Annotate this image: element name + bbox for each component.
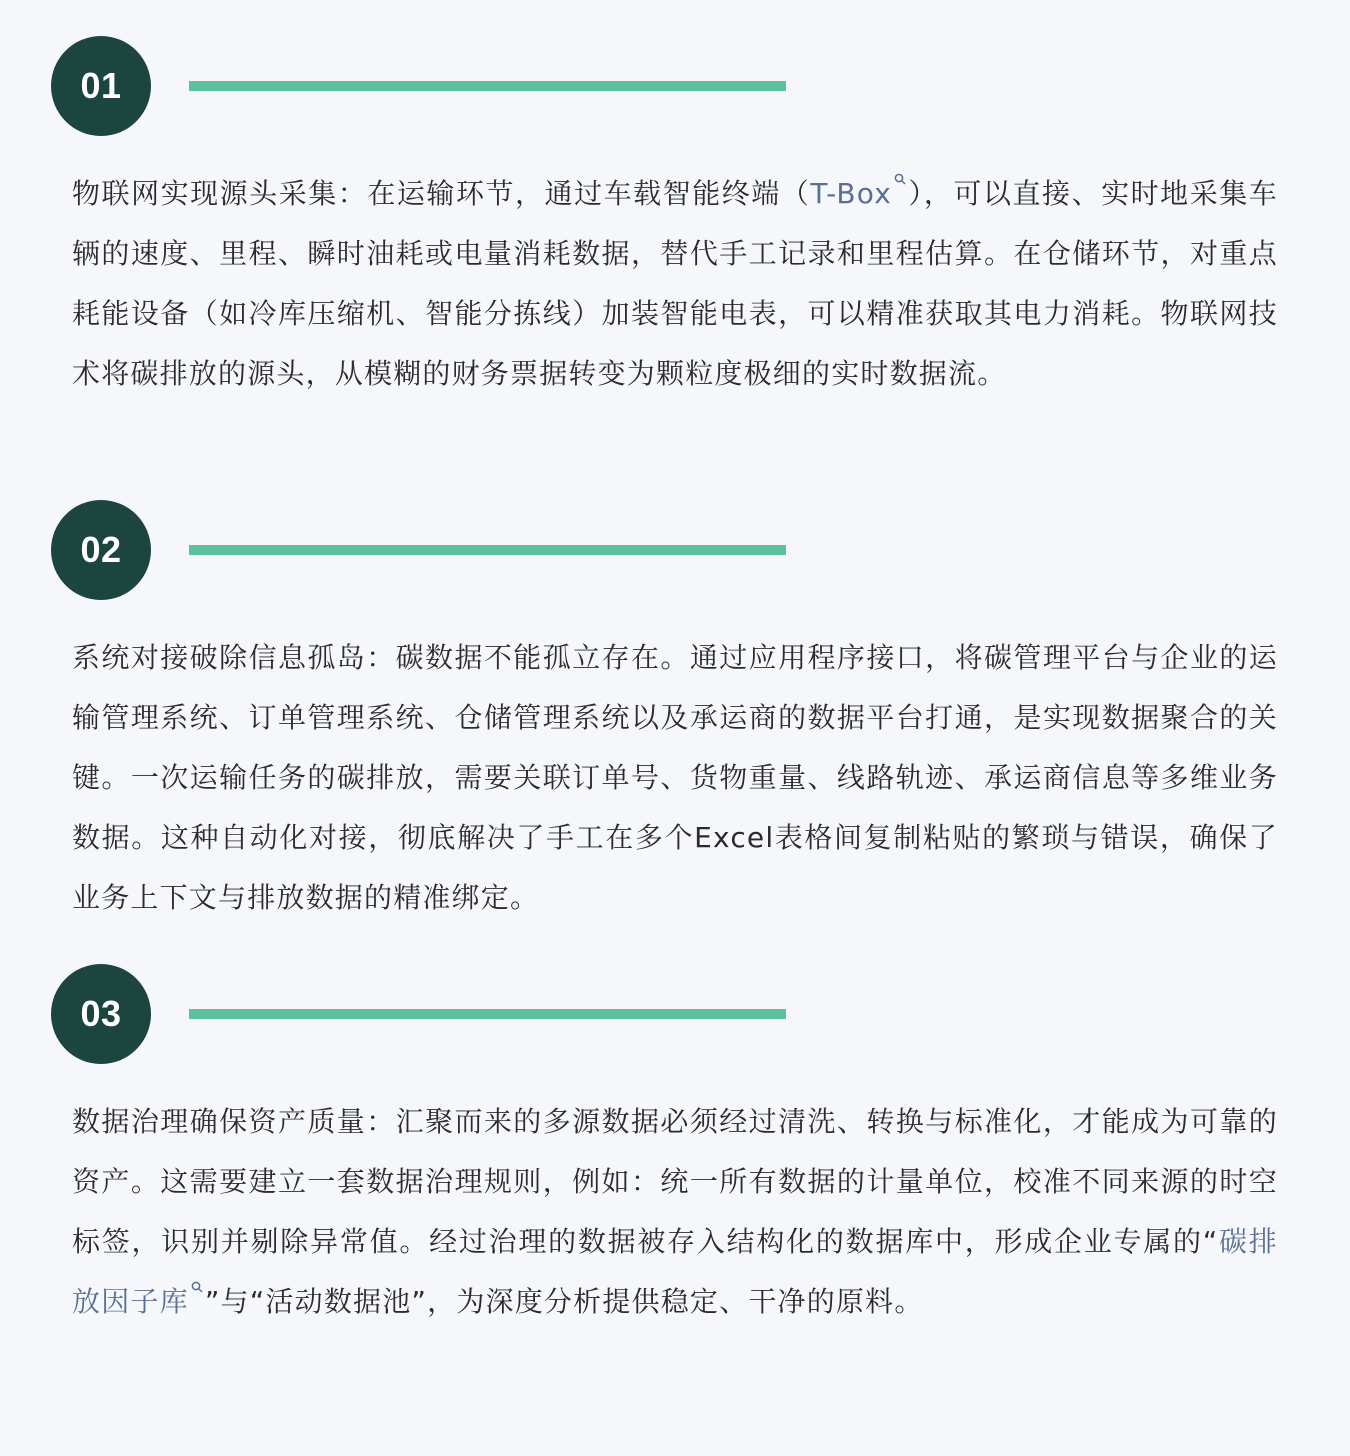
section-number-badge: 01 (51, 36, 151, 136)
section-paragraph (72, 164, 1278, 404)
section-number-badge: 03 (51, 964, 151, 1064)
search-link-label: 碳排放因子库 (72, 1225, 1278, 1318)
paragraph-text: ），可以直接、实时地采集车辆的速度、里程、瞬时油耗或电量消耗数据，替代手工记录和里程估算。在仓储环节，对重点耗能设备（如冷库压缩机、智能分拣线）加装智能电表，可以精准获取其电力消耗。物联网技术将碳排放的源头，从模糊的财务票据转变为颗粒度极细的实时数据流。 (72, 177, 1278, 390)
paragraph-text: 物联网实现源头采集：在运输环节，通过车载智能终端（ (72, 177, 811, 210)
section-paragraph (72, 1092, 1278, 1332)
section-number-badge: 02 (51, 500, 151, 600)
section-paragraph: 系统对接破除信息孤岛：碳数据不能孤立存在。通过应用程序接口，将碳管理平台与企业的运输管理系统、订单管理系统、仓储管理系统以及承运商的数据平台打通，是实现数据聚合的关键。一次运输任务的碳排放，需要关联订单号、货物重量、线路轨迹、承运商信息等多维业务数据。这种自动化对接，彻底解决了手工在多个Excel表格间复制粘贴的繁琐与错误，确保了业务上下文与排放数据的精准绑定。 (72, 641, 1278, 914)
section-divider-bar (189, 1009, 786, 1019)
search-icon (191, 1281, 203, 1293)
section-divider-bar (189, 81, 786, 91)
search-link-label: T-Box (810, 177, 893, 210)
search-link[interactable] (810, 177, 908, 210)
paragraph-text: ”与“活动数据池”，为深度分析提供稳定、干净的原料。 (204, 1285, 924, 1318)
section-divider-bar (189, 545, 786, 555)
paragraph-text: 数据治理确保资产质量：汇聚而来的多源数据必须经过清洗、转换与标准化，才能成为可靠的资产。这需要建立一套数据治理规则，例如：统一所有数据的计量单位，校准不同来源的时空标签，识别并剔除异常值。经过治理的数据被存入结构化的数据库中，形成企业专属的“ (72, 1105, 1278, 1258)
search-icon (894, 173, 906, 185)
